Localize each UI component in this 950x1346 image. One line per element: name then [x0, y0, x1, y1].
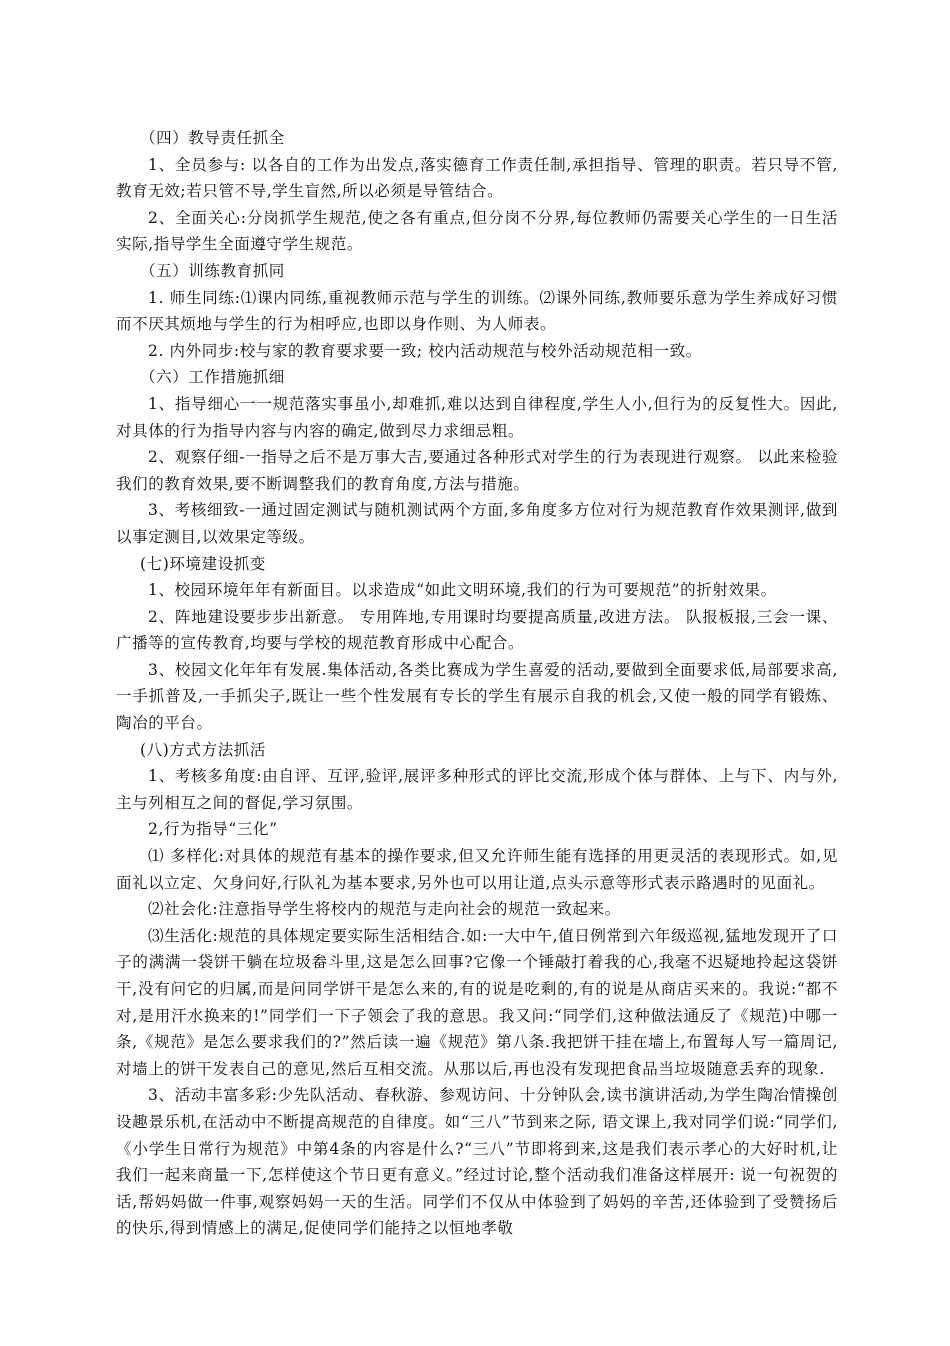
body-paragraph: ⑵社会化:注意指导学生将校内的规范与走向社会的规范一致起来。 [148, 900, 621, 919]
body-paragraph: 1、考核多角度:由自评、互评,验评,展评多种形式的评比交流,形成个体与群体、上与下、内与外,主与列相互之间的督促,学习氛围。 [116, 767, 838, 812]
body-paragraph: 3、考核细致-一通过固定测试与随机测试两个方面,多角度多方位对行为规范教育作效果测评,做到以事定测目,以效果定等级。 [116, 501, 838, 546]
body-paragraph: 1. 师生同练:⑴课内同练,重视教师示范与学生的训练。⑵课外同练,教师要乐意为学生养成好习惯而不厌其烦地与学生的行为相呼应,也即以身作则、为人师表。 [116, 288, 838, 334]
section-heading: (七)环境建设抓变 [140, 554, 266, 573]
body-paragraph: 3、活动丰富多彩:少先队活动、春秋游、参观访问、十分钟队会,读书演讲活动,为学生陶冶情操创设趣景乐机,在活动中不断提高规范的自律度。如“三八”节到来之际, 语文课上,我对同学们说:“同学们,《小学生日常行为规范》中第4条的内容是什么?“三八”节即将到来,这是我们表示孝心的大好时机,让我们一起来商量一下,怎样使这个节日更有意义。”经过讨论,整个活动我们准备这样展开: 说一句祝贺的话,帮妈妈做一件事,观察妈妈一天的生活。同学们不仅从中体验到了妈妈的辛苦,还体验到了受赞扬后的快乐,得到情感上的满足,促使同学们能持之以恒地孝敬 [116, 1086, 838, 1238]
body-paragraph: 2,行为指导“三化” [148, 820, 278, 839]
document-body [116, 125, 838, 1242]
section-heading: （六）工作措施抓细 [140, 368, 285, 387]
body-paragraph: 1、校园环境年年有新面目。以求造成“如此文明环境,我们的行为可要规范”的折射效果。 [148, 581, 777, 600]
body-paragraph: 2、观察仔细-一指导之后不是万事大吉,要通过各种形式对学生的行为表现进行观察。 以此来检验我们的教育效果,要不断调整我们的教育角度,方法与措施。 [116, 448, 838, 493]
section-heading: （四）教导责任抓全 [140, 129, 285, 147]
body-paragraph: 1、全员参与: 以各自的工作为出发点,落实德育工作责任制,承担指导、管理的职责。若只导不管,教育无效;若只管不导,学生盲然,所以必须是导管结合。 [116, 155, 838, 201]
body-paragraph: 1、指导细心一一规范落实事虽小,却难抓,难以达到自律程度,学生人小,但行为的反复性大。因此,对具体的行为指导内容与内容的确定,做到尽力求细忌粗。 [116, 394, 838, 440]
body-paragraph: ⑶生活化:规范的具体规定要实际生活相结合.如:一大中午,值日例常到六年级巡视,猛地发现开了口子的满满一袋饼干躺在垃圾畚斗里,这是怎么回事?它像一个锤敲打着我的心,我毫不迟疑地拎起这袋饼干,没有问它的归属,而是问同学饼干是怎么来的,有的说是吃剩的,有的说是从商店买来的。我说:“都不对,是用汗水换来的!”同学们一下子领会了我的意思。我又问:“同学们,这种做法通反了《规范)中哪一条,《规范》是怎么要求我们的?”然后读一遍《规范》第八条.我把饼干挂在墙上,布置每人写一篇周记,对墙上的饼干发表自己的意见,然后互相交流。从那以后,再也没有发现把食品当垃圾随意丢弃的现象. [116, 926, 838, 1078]
body-paragraph: 3、校园文化年年有发展.集体活动,各类比赛成为学生喜爱的活动,要做到全面要求低,局部要求高,一手抓普及,一手抓尖子,既让一些个性发展有专长的学生有展示自我的机会,又使一般的同学有锻炼、陶冶的平台。 [116, 660, 838, 733]
section-heading: (八)方式方法抓活 [140, 740, 266, 759]
body-paragraph: 2、阵地建设要步步出新意。 专用阵地,专用课时均要提高质量,改进方法。 队报板报,三会一课、广播等的宣传教育,均要与学校的规范教育形成中心配合。 [116, 607, 838, 653]
body-paragraph: 2、全面关心:分岗抓学生规范,使之各有重点,但分岗不分界,每位教师仍需要关心学生的一日生活实际,指导学生全面遵守学生规范。 [116, 208, 838, 254]
body-paragraph: ⑴ 多样化:对具体的规范有基本的操作要求,但又允许师生能有选择的用更灵活的表现形式。如,见面礼以立定、欠身问好,行队礼为基本要求,另外也可以用让道,点头示意等形式表示路遇时的见面礼。 [116, 847, 838, 892]
body-paragraph: 2. 内外同步:校与家的教育要求要一致; 校内活动规范与校外活动规范相一致。 [148, 341, 702, 360]
section-heading: （五）训练教育抓同 [140, 261, 285, 280]
